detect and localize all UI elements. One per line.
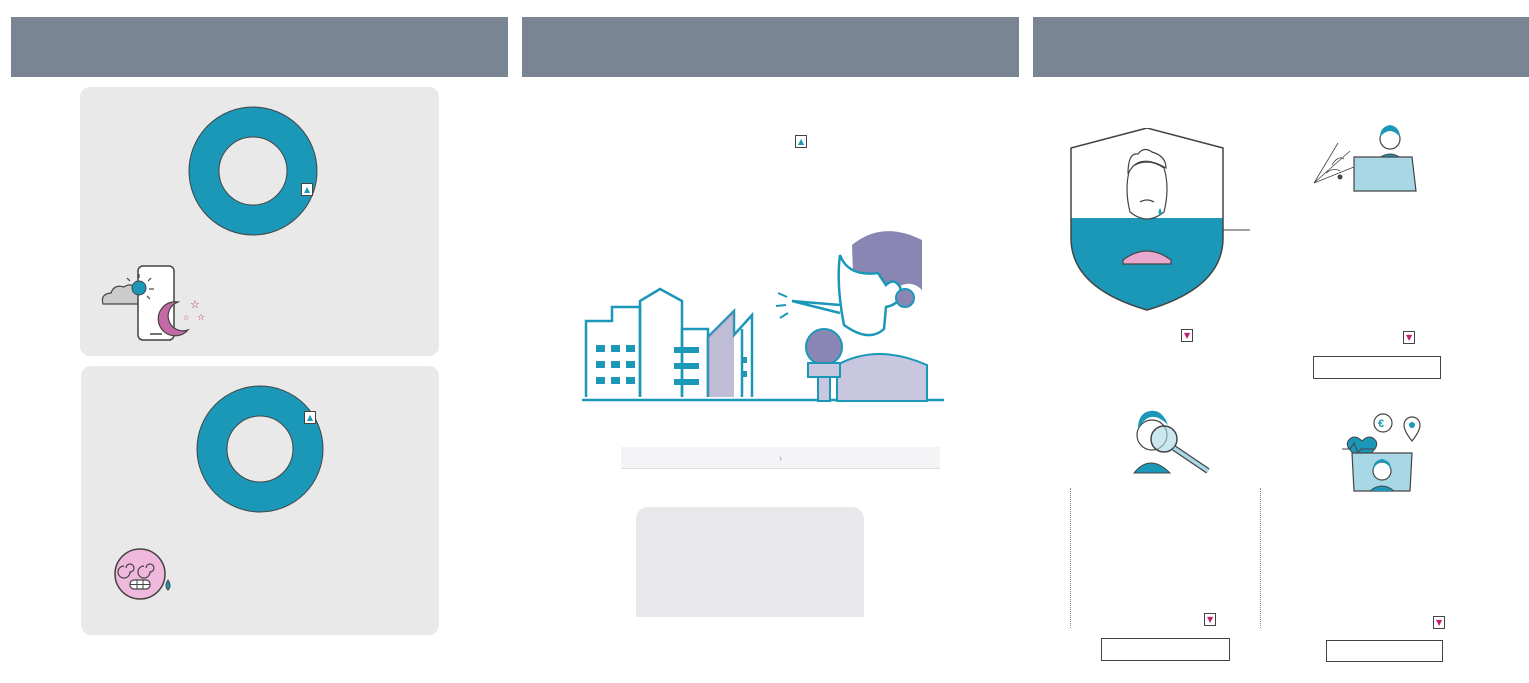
sms-screenshot [621, 447, 940, 469]
header-waarheid [522, 17, 1019, 77]
shield-privacy-illustration [1068, 128, 1252, 313]
header-data [1033, 17, 1529, 77]
svg-text:☆: ☆ [190, 299, 200, 311]
arrow-up-icon: ▲ [798, 137, 805, 146]
trend-badge-card2 [304, 411, 316, 424]
trend-badge-sociale-media [1204, 613, 1216, 626]
header-afhankelijkheid [11, 17, 508, 77]
progress-bar-55 [1101, 638, 1230, 661]
arrow-down-icon: ▼ [1436, 618, 1443, 627]
shield-water-fill [1068, 218, 1228, 313]
magnifier-person-icon [1130, 405, 1214, 475]
arrow-down-icon: ▼ [1207, 615, 1214, 624]
company-data-icon [1340, 413, 1424, 493]
donut-chart-36 [188, 106, 318, 236]
chevron-right-icon: › [779, 453, 782, 463]
svg-text:€: € [1378, 418, 1385, 430]
divider-left [1070, 488, 1071, 628]
old-data-spiderweb-icon [1310, 123, 1422, 195]
arrow-up-icon: ▲ [307, 413, 314, 422]
progress-bar-48 [1313, 356, 1441, 379]
trend-badge-bedrijven [1433, 616, 1445, 629]
svg-text:☆: ☆ [197, 312, 206, 322]
svg-text:☆: ☆ [183, 315, 190, 322]
trend-badge-waarheid [795, 135, 807, 148]
sms-message-bubble [636, 507, 864, 617]
donut-segment-23 [212, 401, 308, 497]
dizzy-face-icon [108, 544, 180, 602]
arrow-down-icon: ▼ [1184, 331, 1191, 340]
trend-badge-card1 [301, 183, 313, 196]
phone-night-icon [98, 262, 210, 344]
fake-news-reporter-illustration [582, 225, 946, 405]
trend-badge-privacy [1181, 329, 1193, 342]
arrow-down-icon: ▼ [1406, 333, 1413, 342]
donut-chart-23 [196, 385, 324, 513]
arrow-up-icon: ▲ [304, 185, 311, 194]
divider-right [1260, 488, 1261, 628]
progress-bar-70 [1326, 640, 1443, 662]
trend-badge-oude-gegevens [1403, 331, 1415, 344]
